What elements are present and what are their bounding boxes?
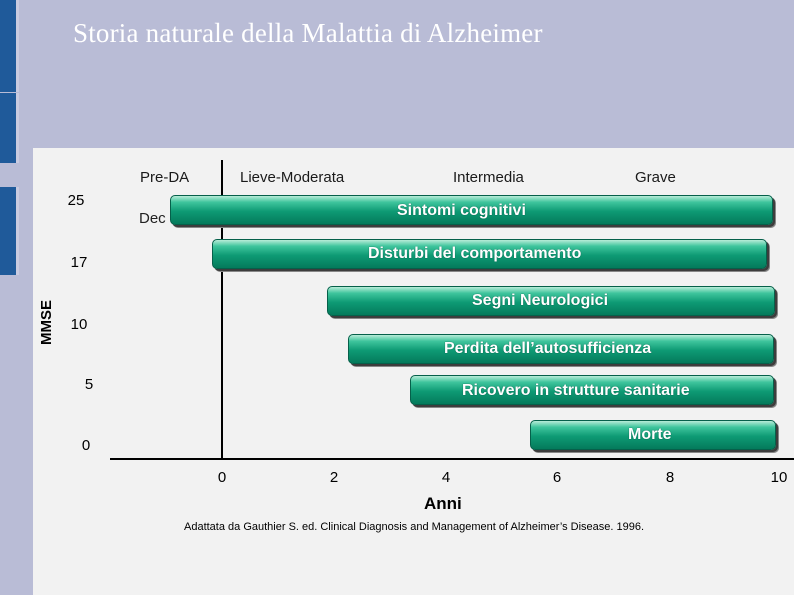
stage-label: Grave [635, 169, 676, 186]
slide-title: Storia naturale della Malattia di Alzheimer [73, 18, 543, 48]
y-tick: 17 [70, 254, 88, 271]
bar-label: Perdita dell’autosufficienza [444, 340, 652, 357]
stage-label: Lieve-Moderata [240, 169, 345, 186]
stripe [0, 187, 19, 275]
x-tick: 2 [329, 469, 339, 486]
x-axis-label: Anni [424, 494, 462, 513]
x-tick: 6 [552, 469, 562, 486]
bar-label: Sintomi cognitivi [397, 202, 526, 219]
stripe [0, 93, 19, 163]
x-axis-line [110, 458, 794, 460]
y-tick: 0 [81, 437, 91, 454]
x-tick: 4 [441, 469, 451, 486]
citation: Adattata da Gauthier S. ed. Clinical Diagnosis and Management of Alzheimer’s Disease. 1996. [184, 521, 645, 533]
left-decoration [0, 0, 20, 595]
y-tick: 25 [67, 192, 85, 209]
stage-label: Pre-DA [140, 169, 190, 186]
y-axis-label: MMSE [38, 300, 55, 345]
x-tick: 8 [665, 469, 675, 486]
partial-label: Dec [139, 210, 166, 227]
stripe [0, 0, 19, 92]
bar-label: Disturbi del comportamento [368, 245, 582, 262]
bar-label: Segni Neurologici [472, 292, 609, 309]
x-tick: 10 [770, 469, 788, 486]
y-tick: 5 [84, 376, 94, 393]
bar-label: Morte [628, 426, 672, 443]
x-tick: 0 [217, 469, 227, 486]
y-tick: 10 [70, 316, 88, 333]
stage-label: Intermedia [453, 169, 524, 186]
bar-label: Ricovero in strutture sanitarie [462, 382, 690, 399]
